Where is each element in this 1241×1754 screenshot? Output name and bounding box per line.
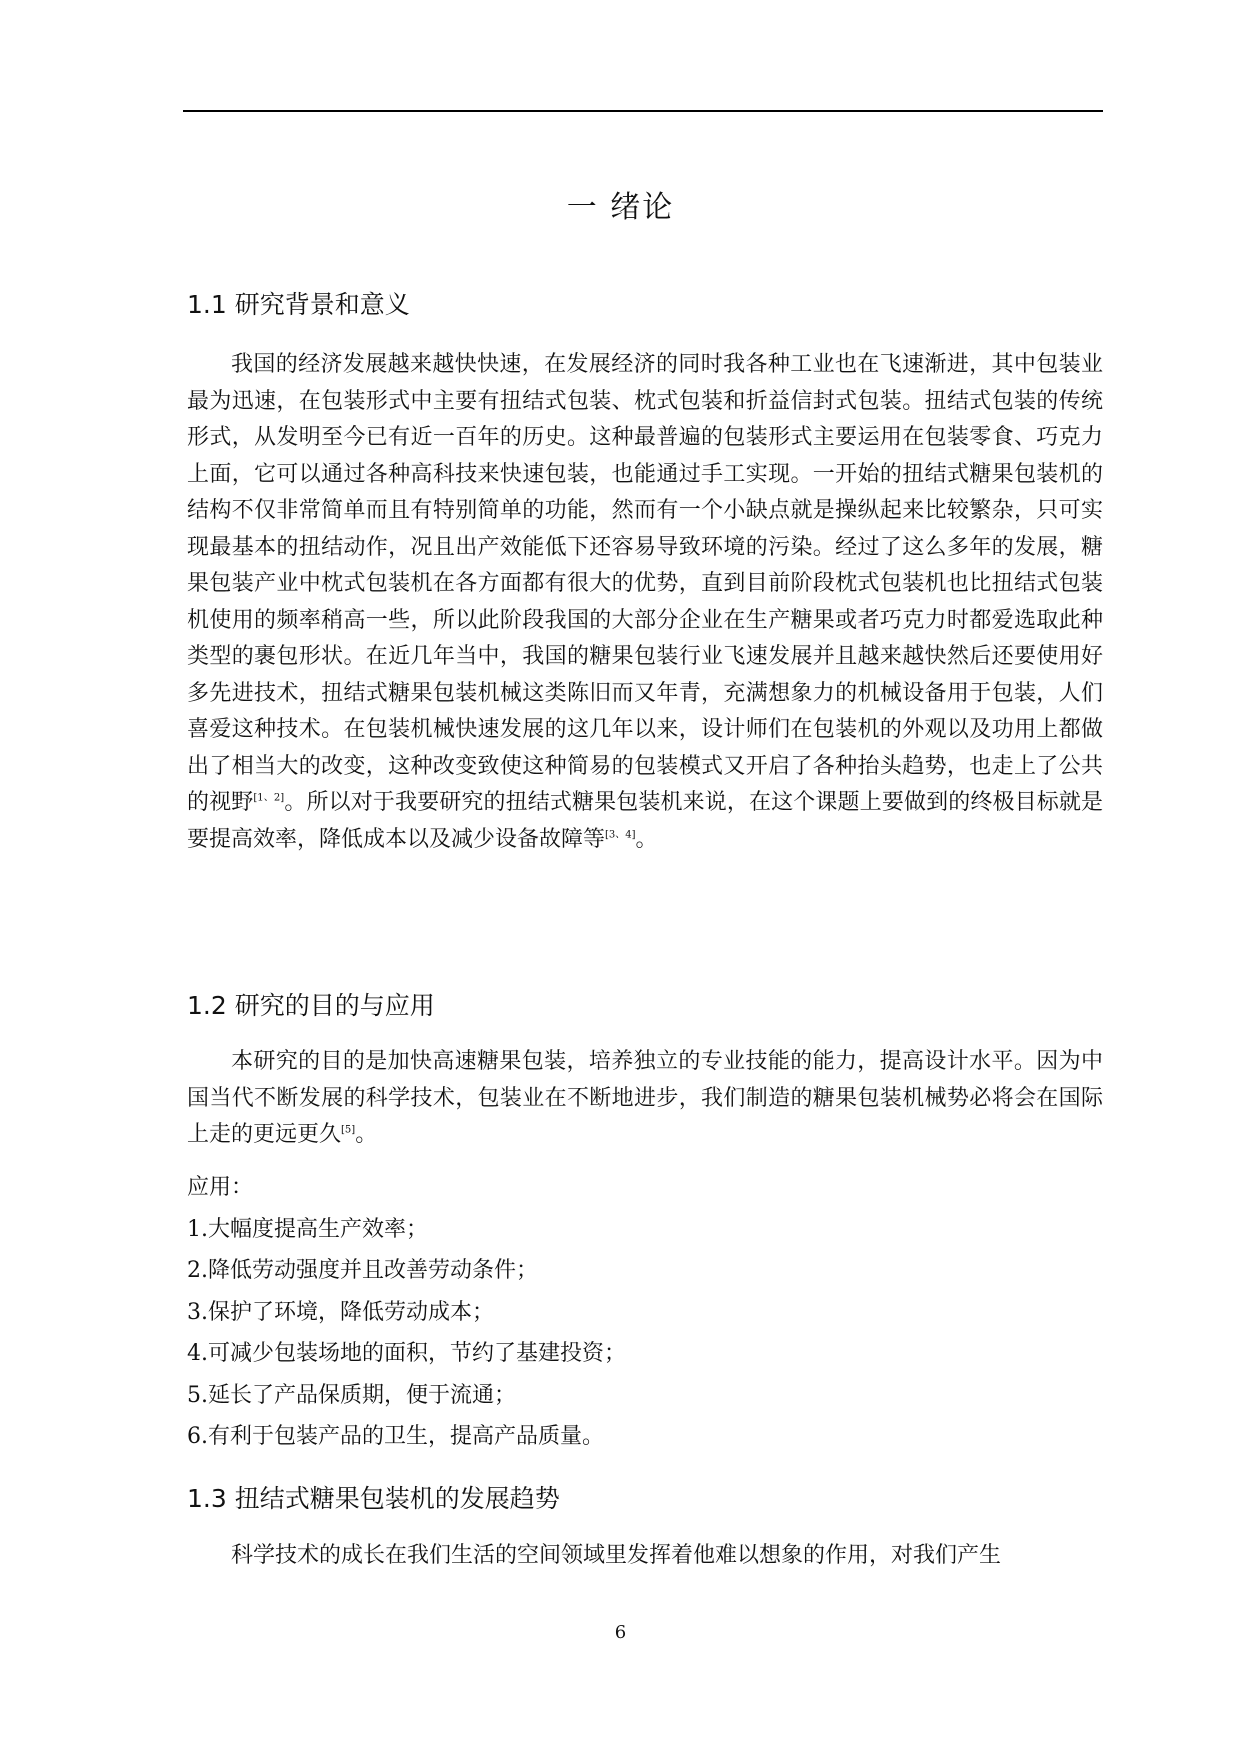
citation-1-2: [1、2] [253,792,285,804]
list-item: 6.有利于包装产品的卫生，提高产品质量。 [187,1424,604,1449]
list-item: 4.可减少包装场地的面积，节约了基建投资； [187,1341,626,1366]
section-1-1-text-cont: 。所以对于我要研究的扭结式糖果包装机来说，在这个课题上要做到的终极目标就是要提高效率，降低成本以及减少设备故障等 [187,790,1103,852]
page-number: 6 [614,1622,627,1643]
applications-list [187,1167,626,1458]
section-1-2-title: 1.2 研究的目的与应用 [187,991,435,1020]
section-1-3-title: 1.3 扭结式糖果包装机的发展趋势 [187,1484,560,1513]
section-1-3-paragraph: 科学技术的成长在我们生活的空间领域里发挥着他难以想象的作用，对我们产生 [231,1543,1002,1568]
section-1-1-title: 1.1 研究背景和意义 [187,290,410,319]
list-item: 3.保护了环境，降低劳动成本； [187,1299,494,1325]
citation-5: [5] [341,1124,356,1136]
applications-label: 应用： [187,1175,254,1200]
section-1-1-text-end: 。 [635,826,658,852]
citation-3-4: [3、4] [605,829,636,841]
section-1-2-text: 本研究的目的是加快高速糖果包装，培养独立的专业技能的能力，提高设计水平。因为中国当代不断发展的科学技术，包装业在不断地进步，我们制造的糖果包装机械势必将会在国际上走的更远更久 [187,1049,1103,1147]
header-rule [183,110,1103,112]
section-1-1-text: 我国的经济发展越来越快快速，在发展经济的同时我各种工业也在飞速渐进，其中包装业最为迅速，在包装形式中主要有扭结式包装、枕式包装和折益信封式包装。扭结式包装的传统形式，从发明至今已有近一百年的历史。这种最普遍的包装形式主要运用在包装零食、巧克力上面，它可以通过各种高科技来快速包装，也能通过手工实现。一开始的扭结式糖果包装机的结构不仅非常简单而且有特别简单的功能，然而有一个小缺点就是操纵起来比较繁杂，只可实现最基本的扭结动作，况且出产效能低下还容易导致环境的污染。经过了这么多年的发展，糖果包装产业中枕式包装机在各方面都有很大的优势，直到目前阶段枕式包装机也比扭结式包装机使用的频率稍高一些，所以此阶段我国的大部分企业在生产糖果或者巧克力时都爱选取此种类型的裹包形状。在近几年当中，我国的糖果包装行业飞速发展并且越来越快然后还要使用好多先进技术，扭结式糖果包装机械这类陈旧而又年青，充满想象力的机械设备用于包装，人们喜爱这种技术。在包装机械快速发展的这几年以来，设计师们在包装机的外观以及功用上都做出了相当大的改变，这种改变致使这种简易的包装模式又开启了各种抬头趋势，也走上了公共的视野 [187,352,1103,815]
list-item: 1.大幅度提高生产效率； [187,1216,428,1242]
section-1-2-text-end: 。 [355,1122,378,1147]
list-item: 5.延长了产品保质期，便于流通； [187,1382,516,1408]
chapter-title: 一 绪论 [566,190,675,225]
section-1-1-paragraph [187,347,1103,858]
section-1-2-paragraph [187,1044,1103,1154]
list-item: 2.降低劳动强度并且改善劳动条件； [187,1258,538,1283]
